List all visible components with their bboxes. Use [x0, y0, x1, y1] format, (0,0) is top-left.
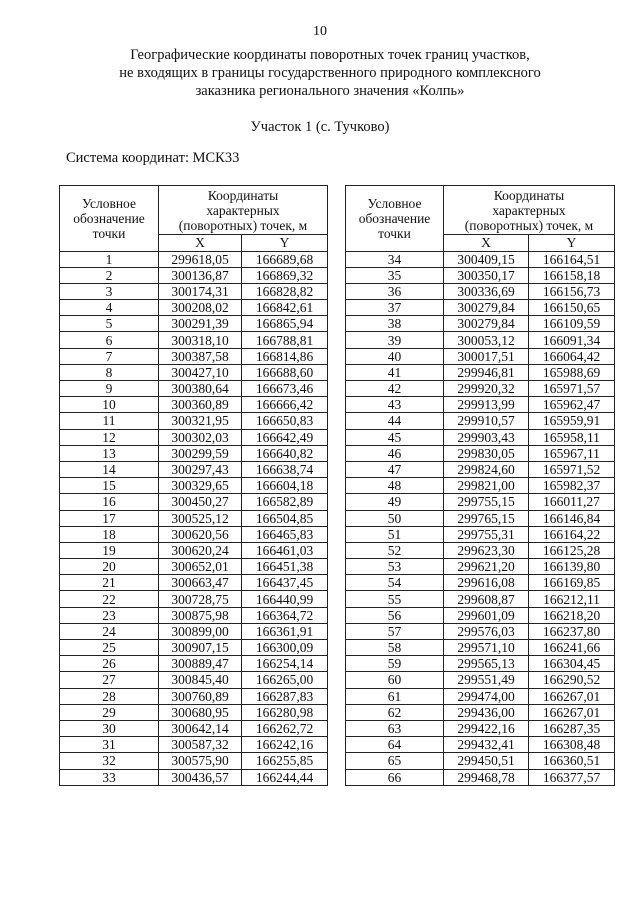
point-number-cell: 39	[346, 332, 444, 348]
point-number-cell: 43	[346, 397, 444, 413]
y-value-cell: 166287,35	[529, 720, 615, 736]
table-row	[346, 510, 615, 526]
y-value-cell: 166451,38	[242, 559, 328, 575]
table-row	[60, 559, 328, 575]
y-value-cell: 166218,20	[529, 607, 615, 623]
y-value-cell: 166360,51	[529, 753, 615, 769]
x-value-cell: 299903,43	[444, 429, 529, 445]
x-value-cell: 299474,00	[444, 688, 529, 704]
x-value-cell: 300302,03	[159, 429, 242, 445]
y-value-cell: 166262,72	[242, 720, 328, 736]
table-row	[60, 332, 328, 348]
point-number-cell: 6	[60, 332, 159, 348]
y-value-cell: 165967,11	[529, 445, 615, 461]
x-value-cell: 300208,02	[159, 300, 242, 316]
y-value-cell: 165971,52	[529, 461, 615, 477]
x-value-cell: 300291,39	[159, 316, 242, 332]
point-number-cell: 55	[346, 591, 444, 607]
x-value-cell: 300760,89	[159, 688, 242, 704]
table-row	[346, 575, 615, 591]
point-number-cell: 27	[60, 672, 159, 688]
y-value-cell: 166212,11	[529, 591, 615, 607]
point-number-cell: 44	[346, 413, 444, 429]
y-value-cell: 166504,85	[242, 510, 328, 526]
x-value-cell: 300017,51	[444, 348, 529, 364]
coordinate-system-label: Система координат: МСК33	[66, 150, 240, 166]
y-value-cell: 165958,11	[529, 429, 615, 445]
y-value-cell: 166164,22	[529, 526, 615, 542]
x-value-cell: 300409,15	[444, 251, 529, 267]
x-value-cell: 299551,49	[444, 672, 529, 688]
table-row	[60, 704, 328, 720]
y-value-cell: 166308,48	[529, 737, 615, 753]
y-value-cell: 166156,73	[529, 283, 615, 299]
point-column-header: Условное обозначение точки	[60, 186, 159, 252]
y-value-cell: 165971,57	[529, 381, 615, 397]
point-number-cell: 20	[60, 559, 159, 575]
x-value-cell: 299576,03	[444, 623, 529, 639]
point-number-cell: 57	[346, 623, 444, 639]
point-number-cell: 16	[60, 494, 159, 510]
point-number-cell: 51	[346, 526, 444, 542]
point-number-cell: 50	[346, 510, 444, 526]
table-row	[346, 526, 615, 542]
x-value-cell: 300875,98	[159, 607, 242, 623]
x-value-cell: 300436,57	[159, 769, 242, 785]
point-number-cell: 64	[346, 737, 444, 753]
point-number-cell: 2	[60, 267, 159, 283]
point-number-cell: 3	[60, 283, 159, 299]
table-row	[346, 461, 615, 477]
x-value-cell: 300620,24	[159, 542, 242, 558]
coordinates-column-header: Координаты характерных (поворотных) точек, м	[444, 186, 615, 235]
point-number-cell: 23	[60, 607, 159, 623]
table-body	[60, 251, 328, 785]
table-row	[60, 688, 328, 704]
point-number-cell: 62	[346, 704, 444, 720]
table-row	[60, 413, 328, 429]
table-row	[60, 267, 328, 283]
x-value-cell: 300053,12	[444, 332, 529, 348]
y-value-cell: 166604,18	[242, 478, 328, 494]
y-value-cell: 166280,98	[242, 704, 328, 720]
point-number-cell: 7	[60, 348, 159, 364]
table-row	[346, 494, 615, 510]
y-value-cell: 165962,47	[529, 397, 615, 413]
point-number-cell: 1	[60, 251, 159, 267]
table-row	[60, 461, 328, 477]
y-value-cell: 166582,89	[242, 494, 328, 510]
x-value-cell: 300899,00	[159, 623, 242, 639]
x-value-cell: 300450,27	[159, 494, 242, 510]
x-value-cell: 299913,99	[444, 397, 529, 413]
x-value-cell: 299623,30	[444, 542, 529, 558]
x-value-cell: 299946,81	[444, 364, 529, 380]
table-row	[346, 769, 615, 785]
table-row	[346, 607, 615, 623]
table-row	[60, 429, 328, 445]
table-row	[60, 769, 328, 785]
point-number-cell: 5	[60, 316, 159, 332]
table-row	[346, 445, 615, 461]
point-number-cell: 42	[346, 381, 444, 397]
y-value-cell: 166011,27	[529, 494, 615, 510]
x-value-cell: 299601,09	[444, 607, 529, 623]
point-number-cell: 34	[346, 251, 444, 267]
point-number-cell: 28	[60, 688, 159, 704]
table-row	[60, 526, 328, 542]
table-row	[60, 640, 328, 656]
point-number-cell: 18	[60, 526, 159, 542]
y-value-cell: 166109,59	[529, 316, 615, 332]
x-value-cell: 299432,41	[444, 737, 529, 753]
x-value-cell: 300350,17	[444, 267, 529, 283]
table-row	[60, 656, 328, 672]
x-value-cell: 299910,57	[444, 413, 529, 429]
table-row	[346, 348, 615, 364]
title-line: заказника регионального значения «Колпь»	[195, 83, 465, 99]
y-column-header: Y	[529, 235, 615, 252]
y-value-cell: 166244,44	[242, 769, 328, 785]
x-value-cell: 300575,90	[159, 753, 242, 769]
point-number-cell: 49	[346, 494, 444, 510]
table-row	[346, 397, 615, 413]
x-value-cell: 299755,31	[444, 526, 529, 542]
y-value-cell: 166237,80	[529, 623, 615, 639]
y-value-cell: 166640,82	[242, 445, 328, 461]
table-row	[346, 737, 615, 753]
y-column-header: Y	[242, 235, 328, 252]
point-number-cell: 10	[60, 397, 159, 413]
x-value-cell: 300620,56	[159, 526, 242, 542]
point-number-cell: 46	[346, 445, 444, 461]
y-value-cell: 166267,01	[529, 688, 615, 704]
x-value-cell: 300136,87	[159, 267, 242, 283]
table-row	[346, 381, 615, 397]
coordinates-column-header: Координаты характерных (поворотных) точек, м	[159, 186, 328, 235]
x-value-cell: 300889,47	[159, 656, 242, 672]
point-number-cell: 53	[346, 559, 444, 575]
point-number-cell: 22	[60, 591, 159, 607]
y-value-cell: 166642,49	[242, 429, 328, 445]
table-row	[346, 267, 615, 283]
table-row	[346, 332, 615, 348]
y-value-cell: 166125,28	[529, 542, 615, 558]
x-value-cell: 300663,47	[159, 575, 242, 591]
y-value-cell: 166814,86	[242, 348, 328, 364]
point-number-cell: 45	[346, 429, 444, 445]
point-number-cell: 8	[60, 364, 159, 380]
point-number-cell: 36	[346, 283, 444, 299]
x-value-cell: 299920,32	[444, 381, 529, 397]
table-row	[346, 364, 615, 380]
y-value-cell: 166361,91	[242, 623, 328, 639]
x-value-cell: 299621,20	[444, 559, 529, 575]
table-row	[60, 575, 328, 591]
y-value-cell: 166377,57	[529, 769, 615, 785]
table-row	[346, 672, 615, 688]
table-row	[346, 478, 615, 494]
point-number-cell: 47	[346, 461, 444, 477]
table-row	[346, 413, 615, 429]
x-value-cell: 300427,10	[159, 364, 242, 380]
y-value-cell: 165988,69	[529, 364, 615, 380]
x-value-cell: 299618,05	[159, 251, 242, 267]
table-row	[346, 251, 615, 267]
point-number-cell: 32	[60, 753, 159, 769]
point-number-cell: 63	[346, 720, 444, 736]
point-number-cell: 29	[60, 704, 159, 720]
x-value-cell: 300299,59	[159, 445, 242, 461]
y-value-cell: 166673,46	[242, 381, 328, 397]
x-value-cell: 299821,00	[444, 478, 529, 494]
point-number-cell: 30	[60, 720, 159, 736]
y-value-cell: 166254,14	[242, 656, 328, 672]
y-value-cell: 166164,51	[529, 251, 615, 267]
table-row	[346, 704, 615, 720]
table-row	[60, 753, 328, 769]
y-value-cell: 166091,34	[529, 332, 615, 348]
table-row	[60, 397, 328, 413]
point-number-cell: 9	[60, 381, 159, 397]
point-number-cell: 21	[60, 575, 159, 591]
y-value-cell: 166688,60	[242, 364, 328, 380]
table-row	[60, 283, 328, 299]
point-number-cell: 12	[60, 429, 159, 445]
table-row	[60, 672, 328, 688]
point-number-cell: 48	[346, 478, 444, 494]
table-row	[60, 623, 328, 639]
x-value-cell: 299755,15	[444, 494, 529, 510]
point-number-cell: 17	[60, 510, 159, 526]
title-line: Географические координаты поворотных точек границ участков,	[130, 47, 530, 63]
x-value-cell: 300680,95	[159, 704, 242, 720]
point-number-cell: 31	[60, 737, 159, 753]
y-value-cell: 166241,66	[529, 640, 615, 656]
point-number-cell: 66	[346, 769, 444, 785]
x-value-cell: 299422,16	[444, 720, 529, 736]
x-value-cell: 300907,15	[159, 640, 242, 656]
y-value-cell: 166158,18	[529, 267, 615, 283]
x-value-cell: 299608,87	[444, 591, 529, 607]
y-value-cell: 166139,80	[529, 559, 615, 575]
x-value-cell: 300318,10	[159, 332, 242, 348]
table-row	[60, 445, 328, 461]
y-value-cell: 166828,82	[242, 283, 328, 299]
point-number-cell: 58	[346, 640, 444, 656]
table-row	[346, 316, 615, 332]
y-value-cell: 166865,94	[242, 316, 328, 332]
x-value-cell: 300387,58	[159, 348, 242, 364]
y-value-cell: 166150,65	[529, 300, 615, 316]
y-value-cell: 166304,45	[529, 656, 615, 672]
y-value-cell: 166146,84	[529, 510, 615, 526]
table-row	[60, 607, 328, 623]
point-number-cell: 60	[346, 672, 444, 688]
table-row	[60, 591, 328, 607]
x-value-cell: 299468,78	[444, 769, 529, 785]
x-value-cell: 300380,64	[159, 381, 242, 397]
section-title: Участок 1 (с. Тучково)	[250, 119, 390, 135]
page-number: 10	[313, 24, 327, 39]
y-value-cell: 166169,85	[529, 575, 615, 591]
point-number-cell: 24	[60, 623, 159, 639]
y-value-cell: 166255,85	[242, 753, 328, 769]
table-row	[346, 720, 615, 736]
point-number-cell: 14	[60, 461, 159, 477]
coordinates-table-left	[59, 185, 328, 786]
point-number-cell: 65	[346, 753, 444, 769]
x-value-cell: 300321,95	[159, 413, 242, 429]
table-row	[60, 300, 328, 316]
y-value-cell: 166287,83	[242, 688, 328, 704]
coordinates-table-right	[345, 185, 615, 786]
table-row	[60, 364, 328, 380]
table-row	[346, 542, 615, 558]
y-value-cell: 166300,09	[242, 640, 328, 656]
x-value-cell: 300728,75	[159, 591, 242, 607]
y-value-cell: 166842,61	[242, 300, 328, 316]
x-value-cell: 300525,12	[159, 510, 242, 526]
x-value-cell: 299565,13	[444, 656, 529, 672]
y-value-cell: 166437,45	[242, 575, 328, 591]
x-value-cell: 299824,60	[444, 461, 529, 477]
table-row	[60, 720, 328, 736]
table-row	[60, 510, 328, 526]
table-row	[60, 251, 328, 267]
point-number-cell: 41	[346, 364, 444, 380]
table-row	[60, 348, 328, 364]
x-value-cell: 299765,15	[444, 510, 529, 526]
y-value-cell: 166440,99	[242, 591, 328, 607]
point-number-cell: 33	[60, 769, 159, 785]
document-title	[60, 46, 600, 100]
point-number-cell: 25	[60, 640, 159, 656]
x-value-cell: 300652,01	[159, 559, 242, 575]
x-value-cell: 299830,05	[444, 445, 529, 461]
y-value-cell: 166465,83	[242, 526, 328, 542]
x-value-cell: 299616,08	[444, 575, 529, 591]
point-number-cell: 37	[346, 300, 444, 316]
table-row	[346, 559, 615, 575]
x-value-cell: 299571,10	[444, 640, 529, 656]
x-value-cell: 300279,84	[444, 316, 529, 332]
point-number-cell: 59	[346, 656, 444, 672]
x-value-cell: 299436,00	[444, 704, 529, 720]
table-row	[60, 542, 328, 558]
y-value-cell: 166461,03	[242, 542, 328, 558]
title-line: не входящих в границы государственного природного комплексного	[119, 65, 541, 81]
point-column-header: Условное обозначение точки	[346, 186, 444, 252]
point-number-cell: 19	[60, 542, 159, 558]
table-row	[346, 753, 615, 769]
x-value-cell: 300297,43	[159, 461, 242, 477]
point-number-cell: 54	[346, 575, 444, 591]
y-value-cell: 166666,42	[242, 397, 328, 413]
table-row	[60, 478, 328, 494]
table-row	[60, 381, 328, 397]
table-row	[346, 283, 615, 299]
point-number-cell: 4	[60, 300, 159, 316]
y-value-cell: 166364,72	[242, 607, 328, 623]
y-value-cell: 166650,83	[242, 413, 328, 429]
x-value-cell: 300279,84	[444, 300, 529, 316]
y-value-cell: 166689,68	[242, 251, 328, 267]
y-value-cell: 166267,01	[529, 704, 615, 720]
x-value-cell: 300845,40	[159, 672, 242, 688]
x-column-header: X	[444, 235, 529, 252]
table-row	[346, 429, 615, 445]
x-value-cell: 300642,14	[159, 720, 242, 736]
x-column-header: X	[159, 235, 242, 252]
table-row	[60, 737, 328, 753]
y-value-cell: 166869,32	[242, 267, 328, 283]
point-number-cell: 26	[60, 656, 159, 672]
y-value-cell: 166290,52	[529, 672, 615, 688]
table-row	[346, 300, 615, 316]
y-value-cell: 166064,42	[529, 348, 615, 364]
table-row	[346, 656, 615, 672]
table-row	[346, 688, 615, 704]
point-number-cell: 56	[346, 607, 444, 623]
point-number-cell: 38	[346, 316, 444, 332]
x-value-cell: 299450,51	[444, 753, 529, 769]
point-number-cell: 40	[346, 348, 444, 364]
y-value-cell: 166242,16	[242, 737, 328, 753]
x-value-cell: 300360,89	[159, 397, 242, 413]
x-value-cell: 300329,65	[159, 478, 242, 494]
point-number-cell: 11	[60, 413, 159, 429]
y-value-cell: 165982,37	[529, 478, 615, 494]
table-row	[346, 640, 615, 656]
point-number-cell: 52	[346, 542, 444, 558]
y-value-cell: 166788,81	[242, 332, 328, 348]
point-number-cell: 35	[346, 267, 444, 283]
x-value-cell: 300174,31	[159, 283, 242, 299]
y-value-cell: 165959,91	[529, 413, 615, 429]
table-row	[346, 623, 615, 639]
point-number-cell: 61	[346, 688, 444, 704]
table-row	[346, 591, 615, 607]
point-number-cell: 13	[60, 445, 159, 461]
table-row	[60, 316, 328, 332]
table-body	[346, 251, 615, 785]
table-row	[60, 494, 328, 510]
y-value-cell: 166638,74	[242, 461, 328, 477]
y-value-cell: 166265,00	[242, 672, 328, 688]
point-number-cell: 15	[60, 478, 159, 494]
x-value-cell: 300587,32	[159, 737, 242, 753]
x-value-cell: 300336,69	[444, 283, 529, 299]
